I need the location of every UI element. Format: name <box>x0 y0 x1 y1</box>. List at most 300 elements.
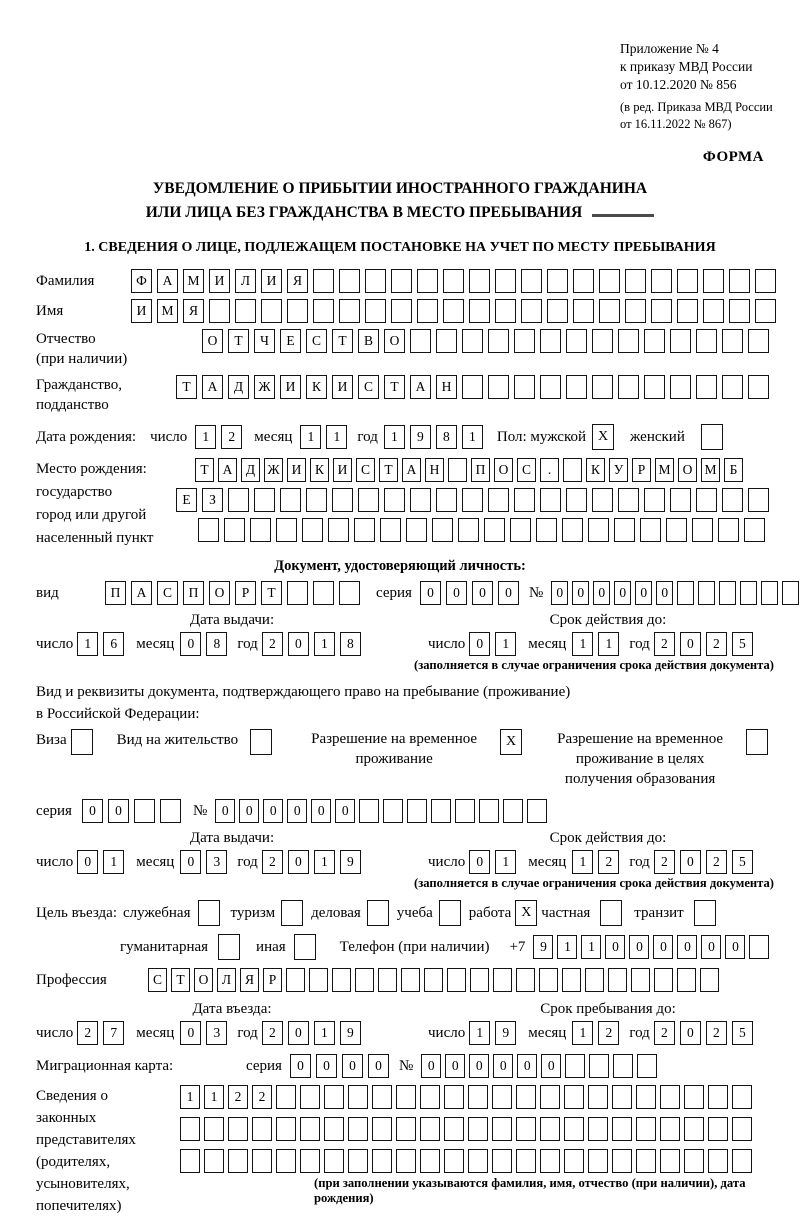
form-cell[interactable]: Ч <box>254 329 275 353</box>
form-cell[interactable]: 9 <box>410 425 431 449</box>
form-cell[interactable]: 1 <box>462 425 483 449</box>
form-cell[interactable] <box>563 458 582 482</box>
form-cell[interactable] <box>300 1149 320 1173</box>
form-cell[interactable]: 0 <box>288 850 309 874</box>
form-cell[interactable]: 9 <box>340 850 361 874</box>
form-cell[interactable]: 0 <box>677 935 697 959</box>
form-cell[interactable]: 0 <box>421 1054 441 1078</box>
form-cell[interactable]: 1 <box>314 632 335 656</box>
form-cell[interactable] <box>516 1117 536 1141</box>
form-cell[interactable] <box>514 329 535 353</box>
form-cell[interactable]: 1 <box>77 632 98 656</box>
form-cell[interactable] <box>540 375 561 399</box>
form-cell[interactable] <box>660 1149 680 1173</box>
form-cell[interactable] <box>589 1054 609 1078</box>
form-cell[interactable] <box>729 269 750 293</box>
form-cell[interactable]: Е <box>280 329 301 353</box>
form-cell[interactable] <box>592 375 613 399</box>
form-cell[interactable] <box>614 518 635 542</box>
form-cell[interactable]: 0 <box>725 935 745 959</box>
form-cell[interactable] <box>384 488 405 512</box>
form-cell[interactable]: Р <box>263 968 282 992</box>
form-cell[interactable] <box>564 1149 584 1173</box>
form-cell[interactable]: 1 <box>581 935 601 959</box>
form-cell[interactable] <box>588 1085 608 1109</box>
form-cell[interactable]: Л <box>235 269 256 293</box>
form-cell[interactable] <box>588 1117 608 1141</box>
form-cell[interactable] <box>378 968 397 992</box>
form-cell[interactable] <box>228 488 249 512</box>
form-cell[interactable]: Я <box>183 299 204 323</box>
form-cell[interactable] <box>180 1149 200 1173</box>
form-cell[interactable]: 0 <box>635 581 652 605</box>
form-cell[interactable]: 5 <box>732 1021 753 1045</box>
form-cell[interactable]: 1 <box>572 850 593 874</box>
form-cell[interactable] <box>564 1085 584 1109</box>
form-cell[interactable] <box>407 799 427 823</box>
form-cell[interactable] <box>372 1117 392 1141</box>
form-cell[interactable]: Ж <box>254 375 275 399</box>
form-cell[interactable]: 9 <box>533 935 553 959</box>
form-cell[interactable] <box>696 488 717 512</box>
form-cell[interactable]: И <box>280 375 301 399</box>
form-cell[interactable]: 0 <box>656 581 673 605</box>
form-cell[interactable] <box>588 1149 608 1173</box>
form-cell[interactable] <box>640 518 661 542</box>
form-cell[interactable]: 0 <box>420 581 441 605</box>
form-cell[interactable] <box>732 1117 752 1141</box>
form-cell[interactable] <box>380 518 401 542</box>
form-cell[interactable] <box>447 968 466 992</box>
form-cell[interactable] <box>313 299 334 323</box>
form-cell[interactable] <box>470 968 489 992</box>
form-cell[interactable]: 2 <box>262 850 283 874</box>
form-cell[interactable] <box>547 269 568 293</box>
form-cell[interactable] <box>276 1085 296 1109</box>
form-cell[interactable] <box>204 1149 224 1173</box>
form-cell[interactable]: А <box>157 269 178 293</box>
form-cell[interactable]: З <box>202 488 223 512</box>
form-cell[interactable] <box>636 1085 656 1109</box>
form-cell[interactable] <box>566 375 587 399</box>
form-cell[interactable]: 1 <box>314 1021 335 1045</box>
form-cell[interactable] <box>469 299 490 323</box>
visa-checkbox[interactable] <box>71 729 93 755</box>
form-cell[interactable]: А <box>218 458 237 482</box>
form-cell[interactable]: 0 <box>551 581 568 605</box>
form-cell[interactable] <box>692 518 713 542</box>
form-cell[interactable] <box>514 488 535 512</box>
form-cell[interactable]: И <box>333 458 352 482</box>
form-cell[interactable]: Т <box>332 329 353 353</box>
form-cell[interactable] <box>722 488 743 512</box>
form-cell[interactable] <box>540 1117 560 1141</box>
sex-male-checkbox[interactable]: X <box>592 424 614 450</box>
form-cell[interactable] <box>134 799 155 823</box>
form-cell[interactable] <box>755 299 776 323</box>
form-cell[interactable]: 0 <box>472 581 493 605</box>
form-cell[interactable]: О <box>384 329 405 353</box>
form-cell[interactable] <box>698 581 715 605</box>
form-cell[interactable] <box>492 1117 512 1141</box>
form-cell[interactable]: Т <box>384 375 405 399</box>
sex-female-checkbox[interactable] <box>701 424 723 450</box>
form-cell[interactable]: М <box>157 299 178 323</box>
purpose-transit-checkbox[interactable] <box>694 900 716 926</box>
form-cell[interactable] <box>636 1149 656 1173</box>
form-cell[interactable] <box>261 299 282 323</box>
form-cell[interactable]: 1 <box>103 850 124 874</box>
form-cell[interactable] <box>313 269 334 293</box>
form-cell[interactable]: И <box>209 269 230 293</box>
form-cell[interactable]: 3 <box>206 850 227 874</box>
form-cell[interactable]: 0 <box>263 799 283 823</box>
form-cell[interactable]: П <box>471 458 490 482</box>
form-cell[interactable]: 0 <box>335 799 355 823</box>
form-cell[interactable]: Ф <box>131 269 152 293</box>
form-cell[interactable] <box>198 518 219 542</box>
form-cell[interactable] <box>302 518 323 542</box>
form-cell[interactable] <box>562 518 583 542</box>
form-cell[interactable]: 0 <box>108 799 129 823</box>
form-cell[interactable]: Я <box>240 968 259 992</box>
form-cell[interactable]: А <box>202 375 223 399</box>
form-cell[interactable]: 2 <box>262 632 283 656</box>
form-cell[interactable] <box>410 329 431 353</box>
form-cell[interactable]: С <box>148 968 167 992</box>
form-cell[interactable] <box>276 1117 296 1141</box>
form-cell[interactable] <box>782 581 799 605</box>
form-cell[interactable] <box>406 518 427 542</box>
form-cell[interactable]: 0 <box>680 850 701 874</box>
form-cell[interactable] <box>448 458 467 482</box>
form-cell[interactable]: И <box>287 458 306 482</box>
edu-permit-checkbox[interactable] <box>746 729 768 755</box>
form-cell[interactable] <box>372 1149 392 1173</box>
form-cell[interactable] <box>417 269 438 293</box>
form-cell[interactable] <box>276 1149 296 1173</box>
form-cell[interactable] <box>462 488 483 512</box>
form-cell[interactable] <box>703 299 724 323</box>
form-cell[interactable] <box>204 1117 224 1141</box>
form-cell[interactable]: 0 <box>469 1054 489 1078</box>
form-cell[interactable] <box>677 968 696 992</box>
form-cell[interactable]: Т <box>261 581 282 605</box>
form-cell[interactable] <box>224 518 245 542</box>
form-cell[interactable] <box>383 799 403 823</box>
form-cell[interactable] <box>495 299 516 323</box>
form-cell[interactable]: 8 <box>436 425 457 449</box>
form-cell[interactable]: 1 <box>495 850 516 874</box>
form-cell[interactable] <box>443 299 464 323</box>
form-cell[interactable]: С <box>517 458 536 482</box>
form-cell[interactable]: 2 <box>262 1021 283 1045</box>
form-cell[interactable] <box>644 488 665 512</box>
form-cell[interactable]: 0 <box>680 1021 701 1045</box>
form-cell[interactable] <box>324 1085 344 1109</box>
form-cell[interactable]: 0 <box>288 632 309 656</box>
form-cell[interactable] <box>708 1117 728 1141</box>
form-cell[interactable] <box>599 269 620 293</box>
form-cell[interactable] <box>748 488 769 512</box>
form-cell[interactable] <box>540 1149 560 1173</box>
form-cell[interactable] <box>436 329 457 353</box>
form-cell[interactable]: 0 <box>368 1054 389 1078</box>
form-cell[interactable] <box>286 968 305 992</box>
purpose-tourism-checkbox[interactable] <box>281 900 303 926</box>
form-cell[interactable] <box>677 299 698 323</box>
form-cell[interactable] <box>516 968 535 992</box>
form-cell[interactable] <box>444 1085 464 1109</box>
form-cell[interactable]: 0 <box>469 850 490 874</box>
form-cell[interactable] <box>637 1054 657 1078</box>
form-cell[interactable] <box>488 329 509 353</box>
residence-permit-checkbox[interactable] <box>250 729 272 755</box>
form-cell[interactable] <box>708 1149 728 1173</box>
form-cell[interactable]: В <box>358 329 379 353</box>
form-cell[interactable]: 0 <box>593 581 610 605</box>
form-cell[interactable] <box>696 329 717 353</box>
form-cell[interactable] <box>540 1085 560 1109</box>
form-cell[interactable] <box>618 329 639 353</box>
form-cell[interactable] <box>280 488 301 512</box>
form-cell[interactable]: Д <box>228 375 249 399</box>
form-cell[interactable]: А <box>410 375 431 399</box>
form-cell[interactable]: С <box>358 375 379 399</box>
form-cell[interactable]: М <box>655 458 674 482</box>
form-cell[interactable] <box>252 1149 272 1173</box>
form-cell[interactable] <box>332 968 351 992</box>
form-cell[interactable] <box>540 329 561 353</box>
form-cell[interactable]: Т <box>176 375 197 399</box>
form-cell[interactable] <box>365 269 386 293</box>
form-cell[interactable] <box>355 968 374 992</box>
form-cell[interactable] <box>391 269 412 293</box>
form-cell[interactable] <box>540 488 561 512</box>
form-cell[interactable]: 1 <box>300 425 321 449</box>
form-cell[interactable]: 1 <box>572 632 593 656</box>
form-cell[interactable]: 2 <box>252 1085 272 1109</box>
form-cell[interactable]: 1 <box>572 1021 593 1045</box>
form-cell[interactable]: 0 <box>493 1054 513 1078</box>
form-cell[interactable] <box>332 488 353 512</box>
form-cell[interactable]: 0 <box>614 581 631 605</box>
form-cell[interactable] <box>612 1117 632 1141</box>
form-cell[interactable]: П <box>183 581 204 605</box>
form-cell[interactable] <box>761 581 778 605</box>
form-cell[interactable] <box>443 269 464 293</box>
form-cell[interactable] <box>625 299 646 323</box>
form-cell[interactable] <box>625 269 646 293</box>
form-cell[interactable] <box>180 1117 200 1141</box>
form-cell[interactable] <box>599 299 620 323</box>
purpose-work-checkbox[interactable]: X <box>515 900 537 926</box>
form-cell[interactable] <box>365 299 386 323</box>
form-cell[interactable] <box>521 269 542 293</box>
form-cell[interactable]: 2 <box>228 1085 248 1109</box>
form-cell[interactable]: 0 <box>180 1021 201 1045</box>
form-cell[interactable] <box>252 1117 272 1141</box>
form-cell[interactable] <box>359 799 379 823</box>
form-cell[interactable]: 1 <box>314 850 335 874</box>
form-cell[interactable] <box>651 299 672 323</box>
form-cell[interactable]: 2 <box>706 1021 727 1045</box>
form-cell[interactable] <box>348 1149 368 1173</box>
form-cell[interactable] <box>309 968 328 992</box>
form-cell[interactable] <box>651 269 672 293</box>
form-cell[interactable] <box>488 488 509 512</box>
form-cell[interactable] <box>660 1117 680 1141</box>
form-cell[interactable]: 2 <box>654 850 675 874</box>
form-cell[interactable]: М <box>701 458 720 482</box>
form-cell[interactable] <box>503 799 523 823</box>
form-cell[interactable] <box>324 1149 344 1173</box>
form-cell[interactable]: 2 <box>598 850 619 874</box>
form-cell[interactable]: 0 <box>316 1054 337 1078</box>
form-cell[interactable]: 9 <box>340 1021 361 1045</box>
form-cell[interactable] <box>696 375 717 399</box>
form-cell[interactable]: У <box>609 458 628 482</box>
form-cell[interactable] <box>468 1149 488 1173</box>
form-cell[interactable] <box>479 799 499 823</box>
form-cell[interactable]: Р <box>235 581 256 605</box>
form-cell[interactable]: 0 <box>498 581 519 605</box>
form-cell[interactable]: 5 <box>732 632 753 656</box>
form-cell[interactable]: 0 <box>180 850 201 874</box>
form-cell[interactable] <box>703 269 724 293</box>
form-cell[interactable] <box>488 375 509 399</box>
form-cell[interactable]: О <box>678 458 697 482</box>
form-cell[interactable] <box>339 581 360 605</box>
form-cell[interactable] <box>276 518 297 542</box>
form-cell[interactable] <box>287 299 308 323</box>
form-cell[interactable]: О <box>494 458 513 482</box>
form-cell[interactable] <box>585 968 604 992</box>
form-cell[interactable]: 2 <box>77 1021 98 1045</box>
form-cell[interactable] <box>613 1054 633 1078</box>
form-cell[interactable]: О <box>194 968 213 992</box>
form-cell[interactable] <box>396 1117 416 1141</box>
form-cell[interactable] <box>160 799 181 823</box>
form-cell[interactable] <box>732 1149 752 1173</box>
form-cell[interactable] <box>744 518 765 542</box>
form-cell[interactable]: К <box>310 458 329 482</box>
form-cell[interactable] <box>250 518 271 542</box>
form-cell[interactable] <box>420 1149 440 1173</box>
form-cell[interactable]: 8 <box>206 632 227 656</box>
form-cell[interactable] <box>573 269 594 293</box>
form-cell[interactable]: . <box>540 458 559 482</box>
form-cell[interactable] <box>527 799 547 823</box>
form-cell[interactable] <box>636 1117 656 1141</box>
form-cell[interactable] <box>562 968 581 992</box>
form-cell[interactable]: Д <box>241 458 260 482</box>
form-cell[interactable]: 0 <box>311 799 331 823</box>
form-cell[interactable]: 0 <box>287 799 307 823</box>
form-cell[interactable]: 0 <box>180 632 201 656</box>
form-cell[interactable]: Т <box>379 458 398 482</box>
form-cell[interactable]: 1 <box>557 935 577 959</box>
form-cell[interactable]: А <box>131 581 152 605</box>
form-cell[interactable]: 0 <box>469 632 490 656</box>
form-cell[interactable] <box>732 1085 752 1109</box>
form-cell[interactable] <box>539 968 558 992</box>
form-cell[interactable] <box>228 1117 248 1141</box>
form-cell[interactable]: Б <box>724 458 743 482</box>
form-cell[interactable] <box>564 1117 584 1141</box>
form-cell[interactable] <box>514 375 535 399</box>
form-cell[interactable]: 0 <box>446 581 467 605</box>
form-cell[interactable] <box>484 518 505 542</box>
form-cell[interactable] <box>618 488 639 512</box>
form-cell[interactable] <box>469 269 490 293</box>
form-cell[interactable] <box>348 1117 368 1141</box>
form-cell[interactable] <box>729 299 750 323</box>
form-cell[interactable]: 0 <box>541 1054 561 1078</box>
form-cell[interactable] <box>458 518 479 542</box>
form-cell[interactable] <box>328 518 349 542</box>
form-cell[interactable]: К <box>586 458 605 482</box>
form-cell[interactable] <box>573 299 594 323</box>
form-cell[interactable] <box>468 1085 488 1109</box>
form-cell[interactable]: 0 <box>445 1054 465 1078</box>
form-cell[interactable] <box>592 488 613 512</box>
form-cell[interactable]: 2 <box>654 632 675 656</box>
form-cell[interactable]: 8 <box>340 632 361 656</box>
form-cell[interactable] <box>654 968 673 992</box>
purpose-other-checkbox[interactable] <box>294 934 316 960</box>
form-cell[interactable]: 0 <box>701 935 721 959</box>
form-cell[interactable] <box>358 488 379 512</box>
form-cell[interactable] <box>700 968 719 992</box>
form-cell[interactable] <box>354 518 375 542</box>
form-cell[interactable] <box>462 375 483 399</box>
form-cell[interactable]: Р <box>632 458 651 482</box>
form-cell[interactable]: О <box>202 329 223 353</box>
form-cell[interactable] <box>684 1085 704 1109</box>
form-cell[interactable]: С <box>356 458 375 482</box>
form-cell[interactable] <box>565 1054 585 1078</box>
form-cell[interactable]: 0 <box>572 581 589 605</box>
form-cell[interactable]: 1 <box>204 1085 224 1109</box>
form-cell[interactable] <box>516 1085 536 1109</box>
form-cell[interactable]: 0 <box>342 1054 363 1078</box>
form-cell[interactable]: Е <box>176 488 197 512</box>
purpose-business-checkbox[interactable] <box>367 900 389 926</box>
form-cell[interactable]: 6 <box>103 632 124 656</box>
form-cell[interactable] <box>391 299 412 323</box>
form-cell[interactable]: 2 <box>598 1021 619 1045</box>
form-cell[interactable] <box>492 1085 512 1109</box>
form-cell[interactable]: 0 <box>290 1054 311 1078</box>
form-cell[interactable] <box>755 269 776 293</box>
form-cell[interactable]: 2 <box>654 1021 675 1045</box>
form-cell[interactable]: 1 <box>598 632 619 656</box>
form-cell[interactable]: 0 <box>82 799 103 823</box>
form-cell[interactable] <box>424 968 443 992</box>
form-cell[interactable] <box>708 1085 728 1109</box>
form-cell[interactable] <box>644 375 665 399</box>
form-cell[interactable] <box>228 1149 248 1173</box>
form-cell[interactable] <box>436 488 457 512</box>
form-cell[interactable]: С <box>157 581 178 605</box>
form-cell[interactable] <box>618 375 639 399</box>
form-cell[interactable] <box>592 329 613 353</box>
purpose-humanitarian-checkbox[interactable] <box>218 934 240 960</box>
form-cell[interactable] <box>566 329 587 353</box>
form-cell[interactable]: Т <box>228 329 249 353</box>
form-cell[interactable] <box>235 299 256 323</box>
